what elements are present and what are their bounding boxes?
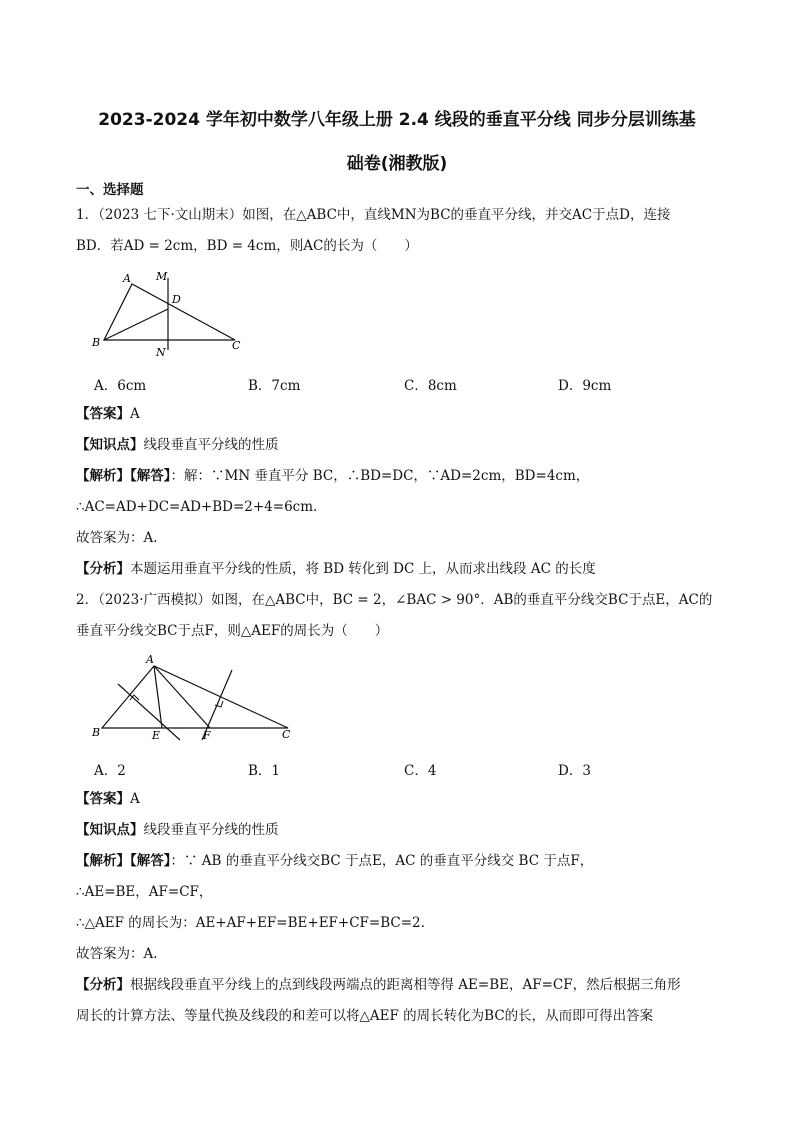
q2-answer: A [130, 791, 140, 807]
q1-label-a: A [123, 272, 131, 285]
q2-solution-line4: 故答案为：A. [76, 946, 158, 962]
section-heading: 一、选择题 [76, 182, 144, 198]
q2-solution-line2: ∴AE=BE，AF=CF， [76, 884, 213, 900]
q2-bisector-ab [118, 684, 180, 740]
document-title-line2: 础卷(湘教版) [346, 154, 448, 174]
q2-analysis-line2: 周长的计算方法、等量代换及线段的和差可以将△AEF 的周长转化为BC的长，从而即可得出答案 [76, 1008, 654, 1024]
q2-figure [88, 652, 302, 744]
q2-kp-tag: 【知识点】 [76, 822, 144, 838]
q2-solution-line3: ∴△AEF 的周长为：AE+AF+EF=BE+EF+CF=BC=2. [76, 915, 425, 931]
q1-ana-tag: 【分析】 [76, 561, 130, 577]
q2-option-d: D．3 [558, 763, 591, 779]
q2-option-b: B．1 [248, 763, 281, 779]
q1-analysis-line [76, 559, 596, 579]
q1-answer-tag: 【答案】 [76, 406, 130, 422]
q2-solution-line1 [76, 851, 593, 871]
q1-label-n: N [156, 346, 166, 359]
q1-solution-text1: ：解：∵MN 垂直平分 BC，∴BD=DC，∵AD=2cm，BD=4cm， [170, 468, 590, 484]
q2-label-a: A [146, 653, 154, 666]
q1-option-a: A．6cm [94, 378, 147, 394]
q1-answer: A [130, 406, 140, 422]
q1-kp-tag: 【知识点】 [76, 437, 144, 453]
q1-solution-line2: ∴AC=AD+DC=AD+BD=2+4=6cm. [76, 499, 318, 515]
q1-label-b: B [92, 336, 101, 349]
q1-triangle-abc [104, 284, 235, 340]
q2-segment-af [154, 666, 210, 728]
q1-label-c: C [232, 339, 241, 352]
q1-option-c: C．8cm [404, 378, 457, 394]
q1-segment-bd [104, 309, 168, 340]
q1-stem-line2: BD．若AD = 2cm，BD = 4cm，则AC的长为（ ） [76, 238, 418, 254]
q2-stem-line1: 2．（2023·广西模拟）如图，在△ABC中，BC = 2，∠BAC > 90°．AB的垂直平分线交BC于点E，AC的 [76, 592, 713, 608]
q2-sol-tag: 【解析】【解答】 [76, 853, 171, 869]
q1-knowledge-point: 线段垂直平分线的性质 [143, 437, 279, 453]
q1-knowledge-line [76, 435, 279, 455]
q2-ana-tag: 【分析】 [76, 977, 130, 993]
q2-knowledge-point: 线段垂直平分线的性质 [143, 822, 279, 838]
q1-sol-tag: 【解析】【解答】 [76, 468, 171, 484]
q1-label-d: D [172, 293, 181, 306]
q2-knowledge-line [76, 820, 279, 840]
q2-analysis-text1: 根据线段垂直平分线上的点到线段两端点的距离相等得 AE=BE，AF=CF，然后根据三角形 [130, 977, 681, 993]
document-title-line1: 2023-2024 学年初中数学八年级上册 2.4 线段的垂直平分线 同步分层训练基 [98, 110, 696, 130]
q2-stem-line2: 垂直平分线交BC于点F，则△AEF的周长为（ ） [76, 623, 389, 639]
q2-answer-line [76, 789, 140, 809]
q1-solution-line3: 故答案为：A. [76, 530, 158, 546]
q2-label-e: E [152, 729, 161, 742]
q2-answer-tag: 【答案】 [76, 791, 130, 807]
q2-label-f: F [203, 729, 211, 742]
q2-label-c: C [282, 728, 291, 741]
q2-solution-text1: ：∵ AB 的垂直平分线交BC 于点E，AC 的垂直平分线交 BC 于点F， [170, 853, 594, 869]
q2-analysis-line1 [76, 975, 681, 995]
q1-option-d: D．9cm [558, 378, 612, 394]
q1-analysis: 本题运用垂直平分线的性质，将 BD 转化到 DC 上，从而求出线段 AC 的长度 [130, 561, 596, 577]
q1-option-b: B．7cm [248, 378, 301, 394]
q2-segment-ae [154, 666, 162, 728]
q2-option-c: C．4 [404, 763, 437, 779]
q1-solution-line1 [76, 466, 589, 486]
q1-stem-line1: 1．（2023 七下·文山期末）如图，在△ABC中，直线MN为BC的垂直平分线，并交AC于点D，连接 [76, 207, 671, 223]
q2-option-a: A．2 [94, 763, 126, 779]
q1-answer-line [76, 404, 140, 424]
q1-label-m: M [156, 270, 168, 283]
q2-triangle-abc [102, 666, 288, 728]
q1-figure [90, 266, 250, 362]
q2-label-b: B [92, 726, 101, 739]
